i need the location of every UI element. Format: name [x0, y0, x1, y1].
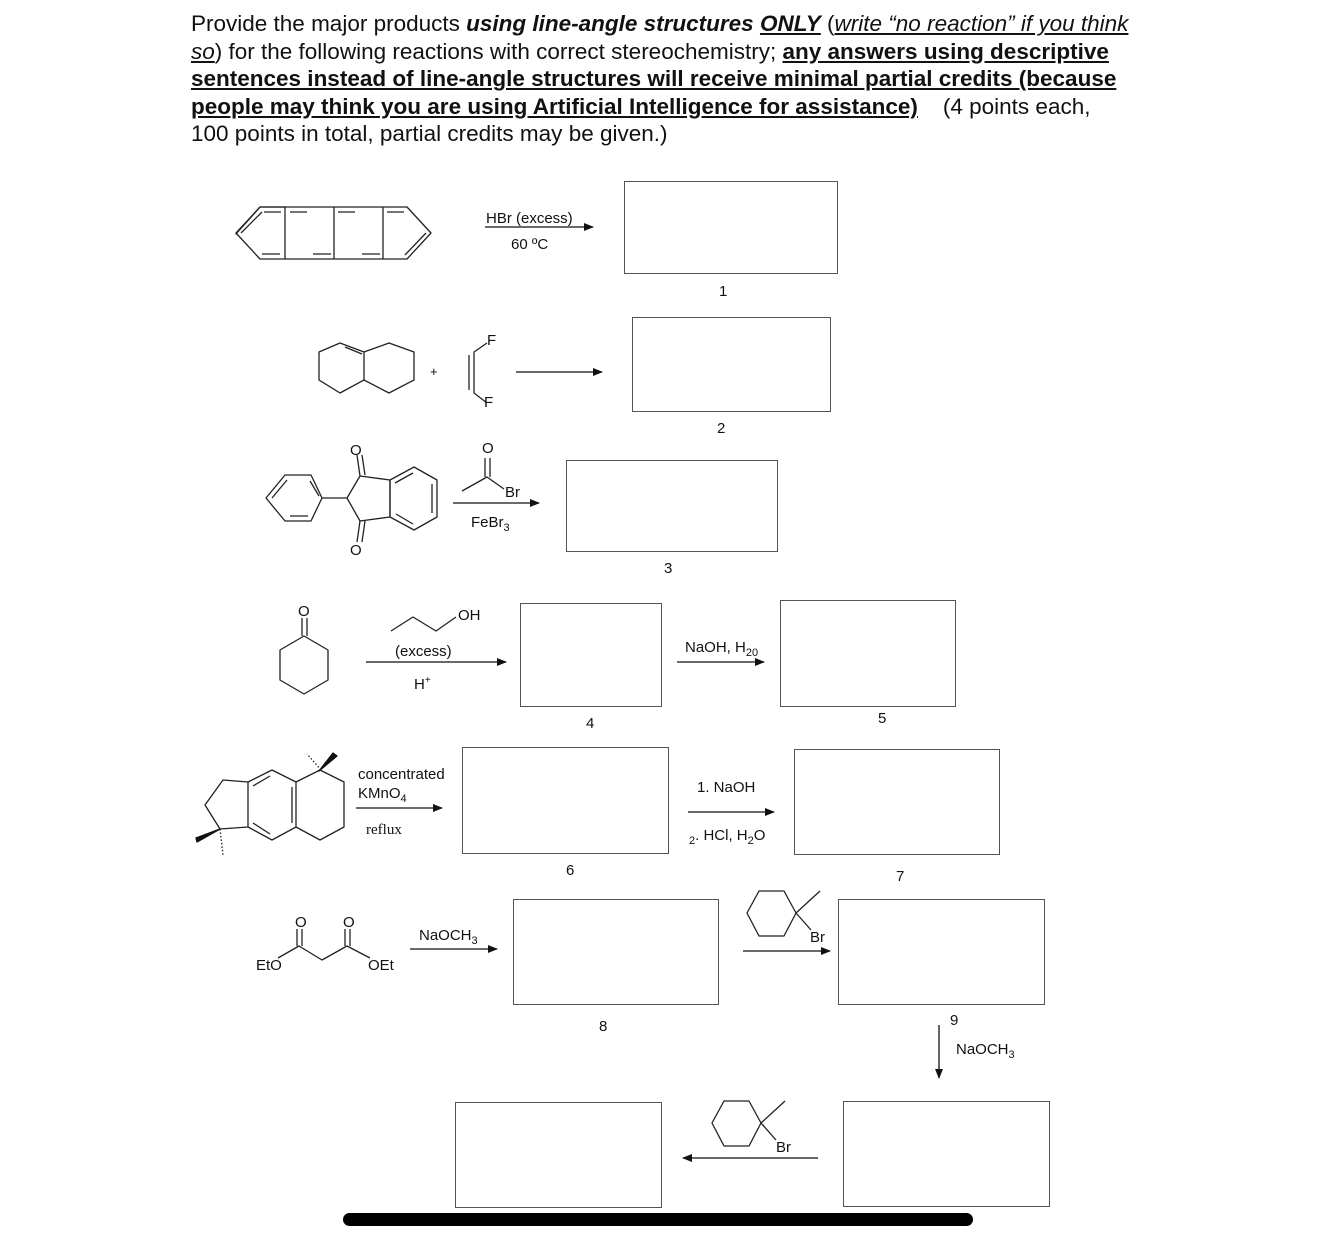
tricyclic-arene-structure: [196, 753, 344, 855]
fluorine-atom-bottom: F: [484, 394, 494, 411]
answer-number-9: 9: [950, 1012, 959, 1029]
answer-box-10[interactable]: [843, 1101, 1050, 1207]
answer-box-11[interactable]: [455, 1102, 662, 1208]
fluorine-atom-top: F: [487, 332, 497, 349]
answer-box-1[interactable]: [624, 181, 838, 274]
oxygen-atom-top: O: [350, 442, 362, 459]
phenyl-indandione-structure: [266, 455, 437, 542]
condition-temperature: 60 ºC: [511, 236, 549, 253]
instructions-points: (4 points each, 100 points in total, partial credits may be given.): [191, 93, 1097, 147]
oxygen-atom-bottom: O: [350, 542, 362, 559]
reagent-naoh-h2o: NaOH, $H_{20}$: [685, 639, 759, 659]
ethoxy-right: OEt: [368, 957, 394, 974]
oxygen-atom-left: O: [295, 914, 307, 931]
reagent-hbr: HBr (excess): [486, 210, 573, 227]
plus-sign: +: [430, 364, 438, 379]
acetyl-bromide-structure: [462, 458, 504, 491]
hexahydronaphthalene-structure: [319, 343, 414, 393]
instructions-part: Provide the major products: [191, 11, 467, 36]
tetracene-structure: [236, 207, 431, 259]
answer-number-5: 5: [878, 710, 887, 727]
answer-box-3[interactable]: [566, 460, 778, 552]
step-1-naoh: 1. NaOH: [697, 779, 756, 796]
answer-number-1: 1: [719, 283, 728, 300]
answer-box-8[interactable]: [513, 899, 719, 1005]
base-naoch3-down: NaOCH$_3$: [956, 1041, 1015, 1061]
instructions-part: ) for the following reactions with correct stereochemistry;: [214, 38, 783, 64]
instructions-no-reaction-note: write “no reaction” if you think so: [191, 11, 1129, 64]
answer-number-8: 8: [599, 1018, 608, 1035]
acid-catalyst: H+: [414, 675, 431, 693]
bromomethylcyclohexane-structure-lower: [712, 1101, 785, 1146]
bromine-atom-upper: Br: [810, 929, 825, 946]
acyl-oxygen-atom: O: [482, 440, 494, 457]
instructions-only: ONLY: [759, 11, 821, 36]
reagent-kmno4: KMnO$_4$: [358, 785, 407, 805]
instructions-part: (: [820, 11, 835, 36]
ethoxy-left: EtO: [256, 957, 282, 974]
answer-box-4[interactable]: [520, 603, 662, 707]
answer-box-7[interactable]: [794, 749, 1000, 855]
instructions-warning: any answers using descriptive sentences instead of line-angle structures will receive minimal partial credits (because people may think you are using Artificial Intelligence for assistance): [191, 38, 1117, 119]
reagent-concentrated: concentrated: [358, 766, 445, 783]
catalyst-febr3: FeBr$_3$: [471, 514, 510, 534]
answer-number-2: 2: [717, 420, 726, 437]
home-indicator-bar[interactable]: [343, 1213, 973, 1226]
instructions-emphasis: using line-angle structures: [466, 11, 760, 36]
diethyl-malonate-structure: [278, 929, 370, 960]
cyclohexanone-structure: [280, 618, 328, 694]
answer-number-6: 6: [566, 862, 575, 879]
bromine-atom: Br: [505, 484, 520, 501]
propanol-structure: [391, 617, 456, 631]
answer-number-7: 7: [896, 868, 905, 885]
ketone-oxygen-atom: O: [298, 603, 310, 620]
condition-reflux: reflux: [366, 822, 402, 838]
answer-number-3: 3: [664, 560, 673, 577]
answer-box-5[interactable]: [780, 600, 956, 707]
base-naoch3: NaOCH$_3$: [419, 927, 478, 947]
excess-label: (excess): [395, 643, 452, 660]
answer-box-9[interactable]: [838, 899, 1045, 1005]
answer-box-6[interactable]: [462, 747, 669, 854]
step-2-hcl-h2o: $_2$. HCl, $H_2O$: [689, 827, 766, 847]
answer-box-2[interactable]: [632, 317, 831, 412]
bromine-atom-lower: Br: [776, 1139, 791, 1156]
hydroxyl-group: OH: [458, 607, 481, 624]
oxygen-atom-right: O: [343, 914, 355, 931]
answer-number-4: 4: [586, 715, 595, 732]
